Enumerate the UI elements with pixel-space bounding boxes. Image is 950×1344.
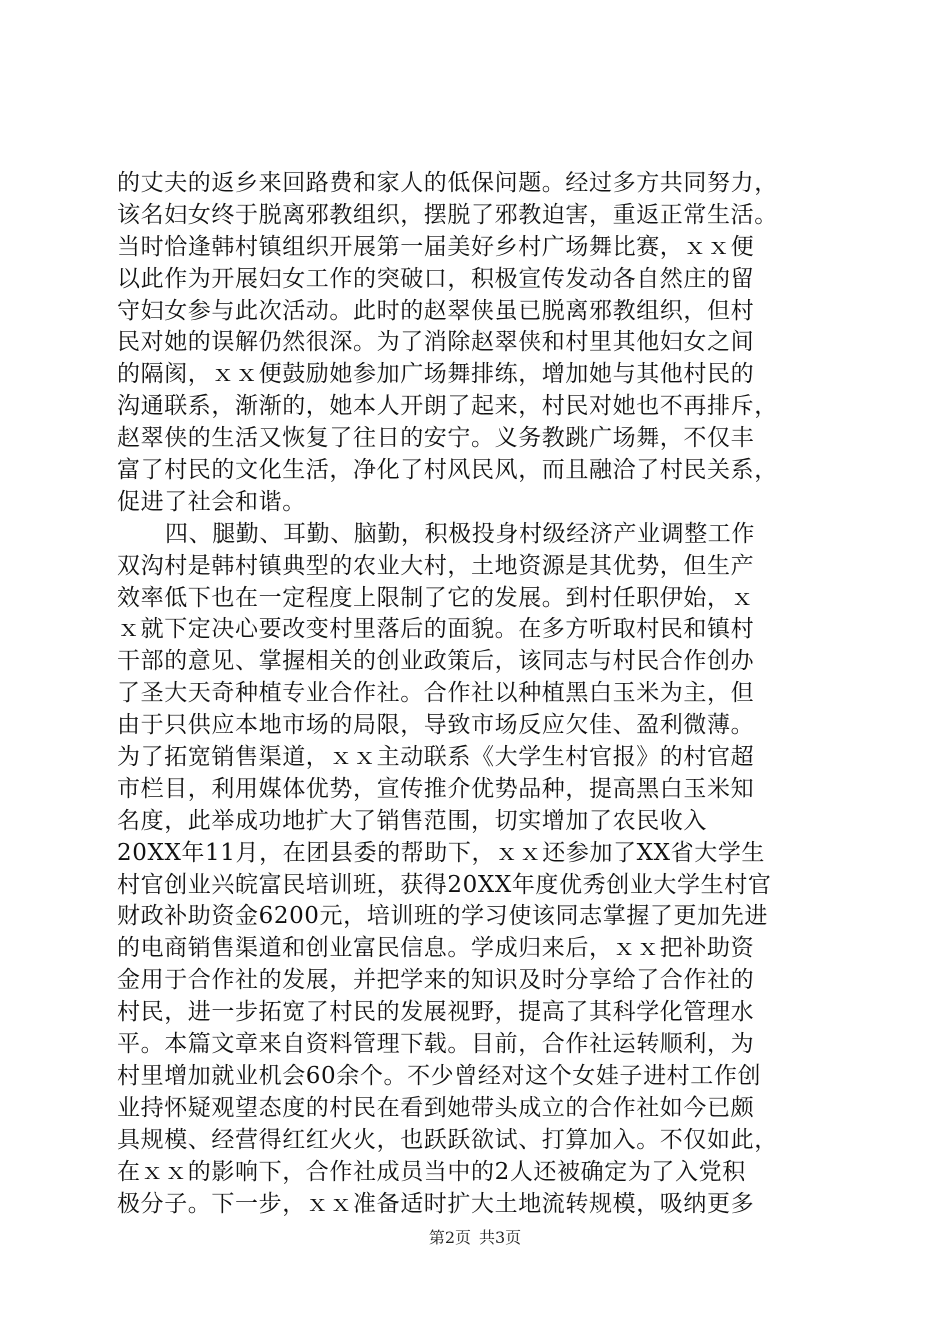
text-line-19: 为了拓宽销售渠道，ｘｘ主动联系《大学生村官报》的村官超: [117, 744, 755, 771]
text-line-1: 的丈夫的返乡来回路费和家人的低保问题。经过多方共同努力，: [117, 170, 778, 196]
text-line-8: 沟通联系，渐渐的，她本人开朗了起来，村民对她也不再排斥，: [117, 393, 778, 420]
text-line-27: 村民，进一步拓宽了村民的发展视野，提高了其科学化管理水: [117, 999, 755, 1026]
text-line-18: 由于只供应本地市场的局限，导致市场反应欠佳、盈利微薄。: [117, 712, 755, 739]
text-line-22: 20XX年11月，在团县委的帮助下，ｘｘ还参加了XX省大学生: [117, 839, 766, 866]
section-heading: 四、腿勤、耳勤、脑勤，积极投身村级经济产业调整工作: [165, 520, 755, 547]
text-line-11: 促进了社会和谐。: [117, 488, 306, 515]
document-body: [117, 168, 837, 1220]
text-line-9: 赵翠侠的生活又恢复了往日的安宁。义务教跳广场舞，不仅丰: [117, 425, 755, 452]
text-line-16: 干部的意见、掌握相关的创业政策后，该同志与村民合作创办: [117, 648, 755, 675]
text-line-13: 双沟村是韩村镇典型的农业大村，土地资源是其优势，但生产: [117, 552, 755, 579]
text-line-26: 金用于合作社的发展，并把学来的知识及时分享给了合作社的: [117, 967, 755, 994]
text-line-20: 市栏目，利用媒体优势，宣传推介优势品种，提高黑白玉米知: [117, 775, 755, 802]
text-line-24: 财政补助资金6200元，培训班的学习使该同志掌握了更加先进: [117, 903, 768, 930]
text-line-5: 守妇女参与此次活动。此时的赵翠侠虽已脱离邪教组织，但村: [117, 297, 755, 324]
text-line-7: 的隔阂，ｘｘ便鼓励她参加广场舞排练，增加她与其他村民的: [117, 361, 755, 388]
page-number: 第2页: [428, 1228, 471, 1247]
text-line-21: 名度，此举成功地扩大了销售范围，切实增加了农民收入: [117, 807, 707, 834]
text-line-30: 业持怀疑观望态度的村民在看到她带头成立的合作社如今已颇: [117, 1094, 755, 1121]
text-line-3: 当时恰逢韩村镇组织开展第一届美好乡村广场舞比赛，ｘｘ便: [117, 233, 755, 260]
text-line-23: 村官创业兴皖富民培训班，获得20XX年度优秀创业大学生村官: [117, 871, 772, 898]
text-line-25: 的电商销售渠道和创业富民信息。学成归来后，ｘｘ把补助资: [117, 935, 755, 962]
text-line-17: 了圣大天奇种植专业合作社。合作社以种植黑白玉米为主，但: [117, 680, 755, 707]
page-total: 共3页: [479, 1228, 522, 1247]
text-line-28: 平。本篇文章来自资料管理下载。目前，合作社运转顺利，为: [117, 1031, 755, 1058]
text-line-33: 极分子。下一步，ｘｘ准备适时扩大土地流转规模，吸纳更多: [117, 1190, 755, 1217]
text-line-15: ｘ就下定决心要改变村里落后的面貌。在多方听取村民和镇村: [117, 616, 755, 643]
text-line-2: 该名妇女终于脱离邪教组织，摆脱了邪教迫害，重返正常生活。: [117, 201, 778, 228]
text-line-4: 以此作为开展妇女工作的突破口，积极宣传发动各自然庄的留: [117, 265, 755, 292]
text-line-29: 村里增加就业机会60余个。不少曾经对这个女娃子进村工作创: [117, 1062, 762, 1089]
text-line-6: 民对她的误解仍然很深。为了消除赵翠侠和村里其他妇女之间: [117, 329, 755, 356]
text-line-10: 富了村民的文化生活，净化了村风民风，而且融洽了村民关系，: [117, 457, 778, 484]
page-footer: [0, 1225, 950, 1248]
text-line-14: 效率低下也在一定程度上限制了它的发展。到村任职伊始，ｘ: [117, 584, 755, 611]
text-line-31: 具规模、经营得红红火火，也跃跃欲试、打算加入。不仅如此，: [117, 1126, 778, 1153]
text-line-32: 在ｘｘ的影响下，合作社成员当中的2人还被确定为了入党积: [117, 1158, 746, 1185]
